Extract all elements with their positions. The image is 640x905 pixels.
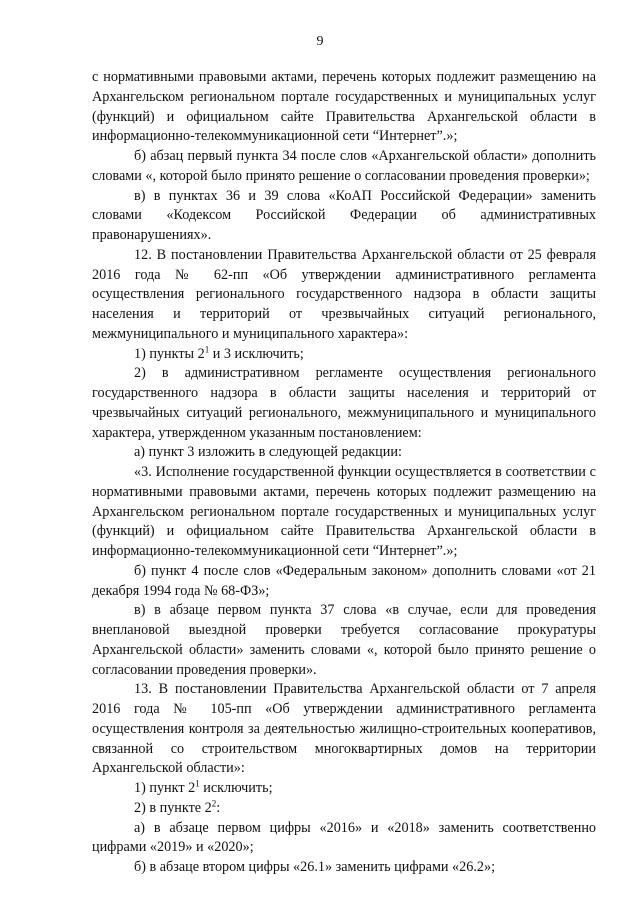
paragraph: а) пункт 3 изложить в следующей редакции: xyxy=(134,444,402,461)
paragraph: 12. В постановлении Правительства Архангельской области от 25 февраля 2016 года № 62-пп «Об утверждении административного регламента осуществления регионального государственного надзора в области защиты населения и территорий от чрезвычайных ситуаций регионального, межмуниципального и муниципального характера»: xyxy=(92,246,596,342)
paragraph-text: 1) пункты 2 xyxy=(134,345,205,362)
paragraph: в) в абзаце первом пункта 37 слова «в случае, если для проведения внеплановой выездной проверки требуется согласование прокуратуры Архангельской области» заменить словами «, которой было принято решение о согласовании проведения проверки». xyxy=(92,602,596,678)
document-body xyxy=(92,68,596,878)
paragraph: 13. В постановлении Правительства Архангельской области от 7 апреля 2016 года № 105-пп «Об утверждении административного регламента осуществления контроля за деятельностью жилищно-строительных кооперативов, связанной со строительством многоквартирных домов на территории Архангельской области»: xyxy=(92,681,596,777)
paragraph: «3. Исполнение государственной функции осуществляется в соответствии с нормативными правовыми актами, перечень которых подлежит размещению на Архангельском региональном портале государственных и муниципальных услуг (функций) и официальном сайте Правительства Архангельской области в информационно-телекоммуникационной сети “Интернет”.»; xyxy=(92,464,596,559)
superscript: 2 xyxy=(211,798,217,809)
paragraph-with-superscript xyxy=(92,779,596,799)
paragraph-with-superscript xyxy=(92,799,596,819)
paragraph: б) в абзаце втором цифры «26.1» заменить цифрами «26.2»; xyxy=(134,859,496,875)
paragraph-text: 1) пункт 2 xyxy=(134,780,196,796)
page-number: 9 xyxy=(316,34,324,49)
paragraph: б) пункт 4 после слов «Федеральным законом» дополнить словами «от 21 декабря 1994 года № 68-ФЗ»; xyxy=(92,562,596,599)
paragraph-text: исключить; xyxy=(199,780,273,796)
paragraph: в) в пунктах 36 и 39 слова «КоАП Российской Федерации» заменить словами «Кодексом Российской Федерации об административных правонарушениях». xyxy=(92,187,596,243)
superscript: 1 xyxy=(195,778,200,789)
paragraph-text: и 3 исключить; xyxy=(209,345,304,362)
paragraph: б) абзац первый пункта 34 после слов «Архангельской области» дополнить словами «, которой было принято решение о согласовании проведения проверки»; xyxy=(92,148,596,184)
paragraph-text: 2) в пункте 2 xyxy=(134,799,212,816)
paragraph-with-superscript xyxy=(92,345,596,365)
paragraph: 2) в административном регламенте осуществления регионального государственного надзора в области защиты населения и территорий от чрезвычайных ситуаций регионального, межмуниципального и муниципального характера, утвержденном указанным постановлением: xyxy=(92,365,596,441)
paragraph-text: : xyxy=(216,799,221,816)
paragraph: а) в абзаце первом цифры «2016» и «2018» заменить соответственно цифрами «2019» и «2020»; xyxy=(92,819,596,856)
paragraph: с нормативными правовыми актами, перечень которых подлежит размещению на Архангельском региональном портале государственных и муниципальных услуг (функций) и официальном сайте Правительства Архангельской области в информационно-телекоммуникационной сети “Интернет”.»; xyxy=(92,69,596,145)
superscript: 1 xyxy=(204,343,210,354)
